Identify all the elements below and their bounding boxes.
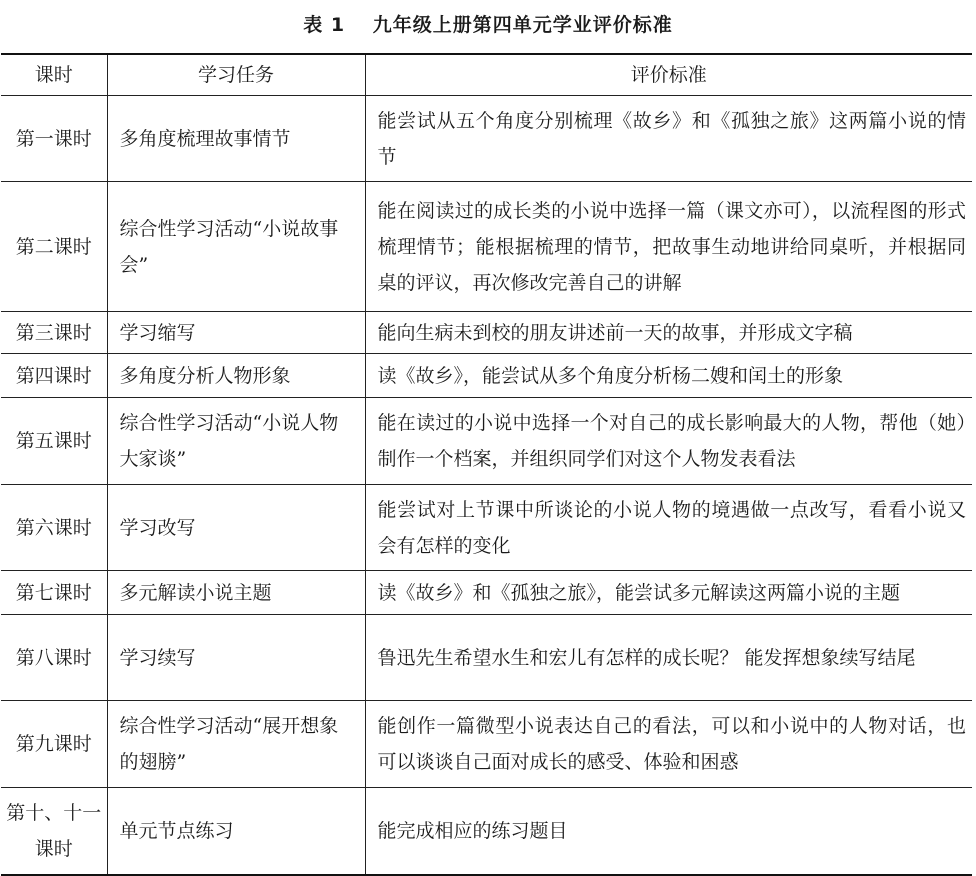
criteria-cell: 能在阅读过的成长类的小说中选择一篇（课文亦可），以流程图的形式梳理情节；能根据梳理的情节，把故事生动地讲给同桌听，并根据同桌的评议，再次修改完善自己的讲解 (365, 182, 972, 312)
criteria-cell: 鲁迅先生希望水生和宏儿有怎样的成长呢？ 能发挥想象续写结尾 (365, 615, 972, 701)
task-cell: 学习续写 (107, 615, 365, 701)
lesson-cell: 第九课时 (1, 701, 107, 788)
lesson-cell: 第十、十一课时 (1, 788, 107, 875)
task-cell: 学习缩写 (107, 312, 365, 354)
lesson-cell: 第四课时 (1, 354, 107, 398)
criteria-cell: 读《故乡》和《孤独之旅》，能尝试多元解读这两篇小说的主题 (365, 571, 972, 615)
table-caption (0, 10, 976, 37)
table-row (1, 354, 972, 398)
criteria-cell: 读《故乡》，能尝试从多个角度分析杨二嫂和闰土的形象 (365, 354, 972, 398)
evaluation-table (1, 53, 972, 876)
task-cell: 综合性学习活动“小说人物大家谈” (107, 398, 365, 485)
criteria-cell: 能创作一篇微型小说表达自己的看法，可以和小说中的人物对话，也可以谈谈自己面对成长的感受、体验和困惑 (365, 701, 972, 788)
criteria-cell: 能尝试从五个角度分别梳理《故乡》和《孤独之旅》这两篇小说的情节 (365, 96, 972, 182)
table-row (1, 182, 972, 312)
lesson-cell: 第五课时 (1, 398, 107, 485)
table-row (1, 615, 972, 701)
lesson-cell: 第八课时 (1, 615, 107, 701)
task-cell: 单元节点练习 (107, 788, 365, 875)
lesson-cell: 第六课时 (1, 485, 107, 571)
task-cell: 学习改写 (107, 485, 365, 571)
task-cell: 综合性学习活动“小说故事会” (107, 182, 365, 312)
table-row (1, 96, 972, 182)
task-cell: 多角度梳理故事情节 (107, 96, 365, 182)
table-row (1, 485, 972, 571)
lesson-cell: 第七课时 (1, 571, 107, 615)
table-number: 表 1 (303, 14, 346, 36)
header-lesson: 课时 (1, 54, 107, 96)
lesson-cell: 第一课时 (1, 96, 107, 182)
header-criteria: 评价标准 (365, 54, 972, 96)
table-row (1, 571, 972, 615)
task-cell: 综合性学习活动“展开想象的翅膀” (107, 701, 365, 788)
criteria-cell: 能完成相应的练习题目 (365, 788, 972, 875)
table-row (1, 788, 972, 875)
table-row (1, 312, 972, 354)
table-header-row (1, 54, 972, 96)
criteria-cell: 能尝试对上节课中所谈论的小说人物的境遇做一点改写，看看小说又会有怎样的变化 (365, 485, 972, 571)
table-row (1, 398, 972, 485)
task-cell: 多元解读小说主题 (107, 571, 365, 615)
table-title: 九年级上册第四单元学业评价标准 (372, 14, 673, 36)
header-task: 学习任务 (107, 54, 365, 96)
lesson-cell: 第三课时 (1, 312, 107, 354)
lesson-cell: 第二课时 (1, 182, 107, 312)
task-cell: 多角度分析人物形象 (107, 354, 365, 398)
criteria-cell: 能在读过的小说中选择一个对自己的成长影响最大的人物，帮他（她）制作一个档案，并组织同学们对这个人物发表看法 (365, 398, 972, 485)
table-row (1, 701, 972, 788)
criteria-cell: 能向生病未到校的朋友讲述前一天的故事，并形成文字稿 (365, 312, 972, 354)
